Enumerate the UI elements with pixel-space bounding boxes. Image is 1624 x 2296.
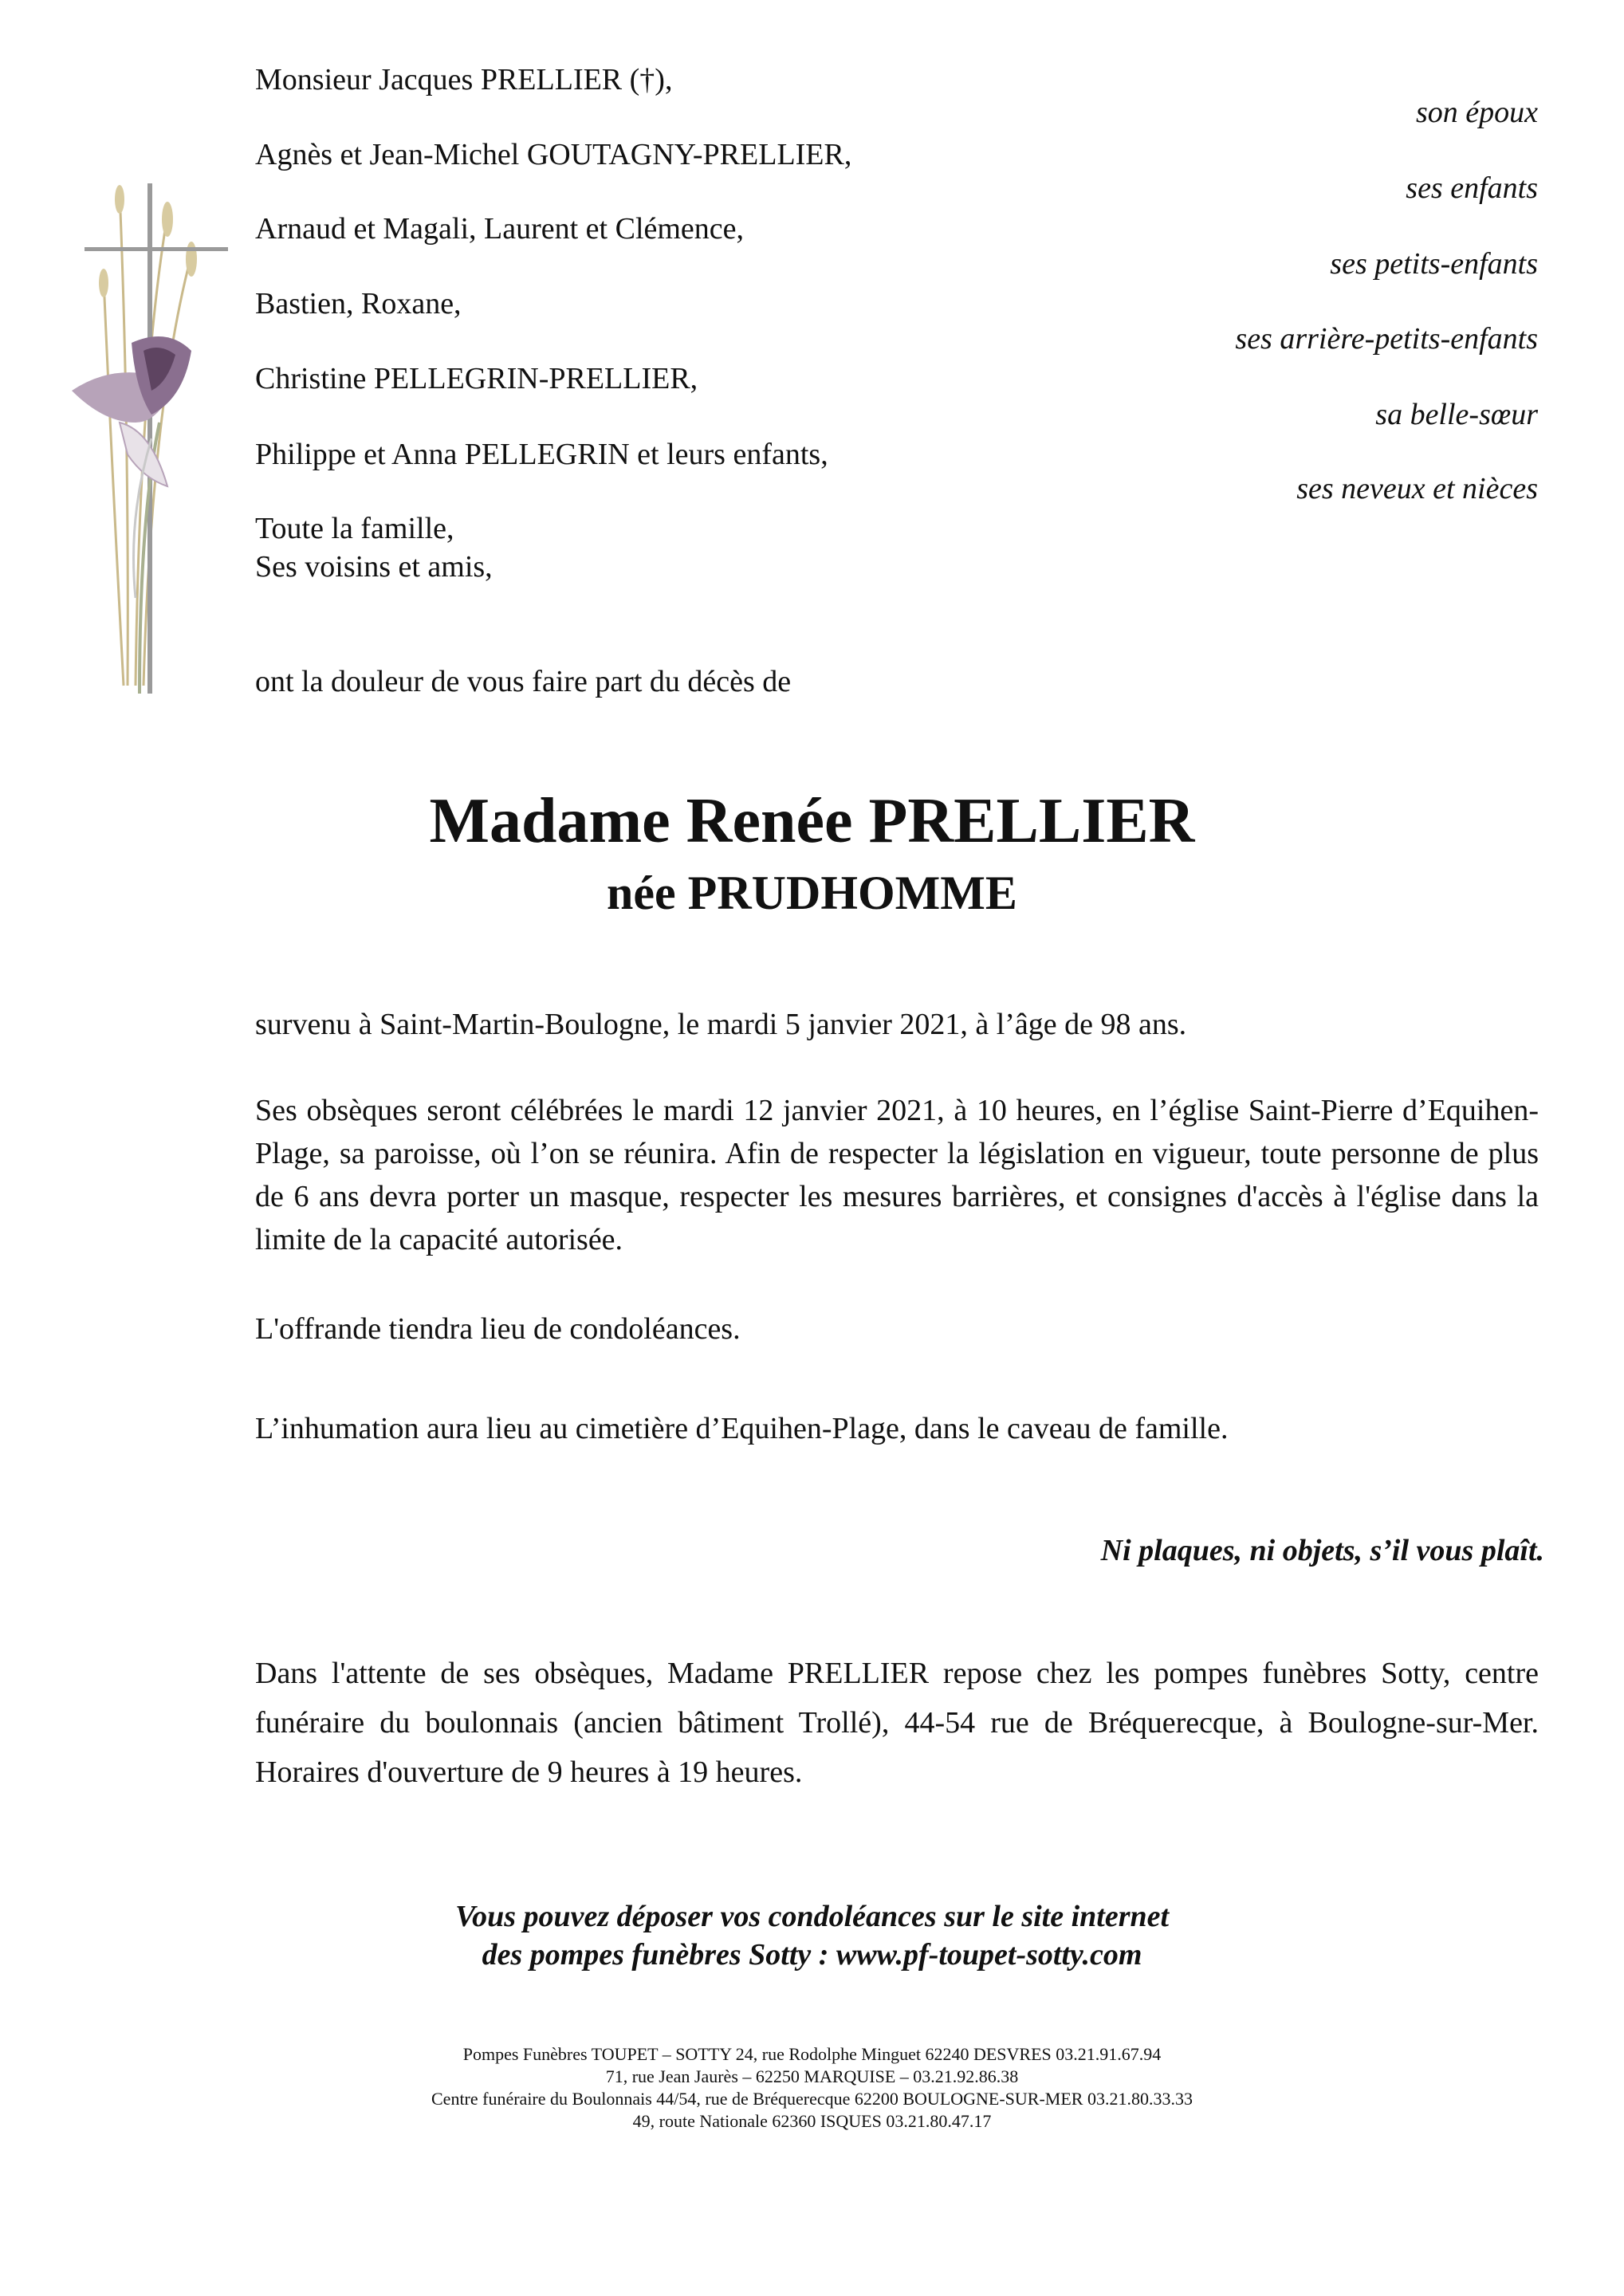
others-line-2: Ses voisins et amis, (255, 550, 493, 584)
family-name-6: Philippe et Anna PELLEGRIN et leurs enfants, (255, 438, 828, 471)
family-relation-5: sa belle-sœur (1375, 398, 1538, 431)
family-relation-6: ses neveux et nièces (1296, 472, 1538, 505)
family-name-5: Christine PELLEGRIN-PRELLIER, (255, 362, 698, 395)
lily-icon (72, 336, 191, 694)
cross-lily-decoration (56, 183, 239, 694)
family-relation-3: ses petits-enfants (1330, 247, 1538, 281)
family-name-3: Arnaud et Magali, Laurent et Clémence, (255, 212, 745, 246)
footer-line-2: 71, rue Jean Jaurès – 62250 MARQUISE – 03.21.92.86.38 (605, 2066, 1019, 2086)
offering-paragraph: L'offrande tiendra lieu de condoléances. (255, 1312, 741, 1346)
family-name-2: Agnès et Jean-Michel GOUTAGNY-PRELLIER, (255, 138, 852, 171)
condolences-line-2: des pompes funèbres Sotty : www.pf-toupet-sotty.com (482, 1938, 1142, 1972)
family-relation-4: ses arrière-petits-enfants (1235, 322, 1538, 356)
announcement: ont la douleur de vous faire part du décès de (255, 665, 792, 698)
footer-line-3: Centre funéraire du Boulonnais 44/54, rue de Bréquerecque 62200 BOULOGNE-SUR-MER 03.21.80.33.33 (431, 2089, 1193, 2109)
no-flowers-note: Ni plaques, ni objets, s’il vous plaît. (1100, 1534, 1544, 1567)
rest-paragraph: Dans l'attente de ses obsèques, Madame PRELLIER repose chez les pompes funèbres Sotty, centre funéraire du boulonnais (ancien bâtiment Trollé), 44-54 rue de Bréquerecque, à Boulogne-sur-Mer. Horaires d'ouverture de 9 heures à 19 heures. (255, 1657, 1539, 1789)
family-name-4: Bastien, Roxane, (255, 287, 462, 320)
family-relation-2: ses enfants (1406, 171, 1538, 205)
burial-paragraph: L’inhumation aura lieu au cimetière d’Equihen-Plage, dans le caveau de famille. (255, 1412, 1229, 1445)
footer-line-1: Pompes Funèbres TOUPET – SOTTY 24, rue Rodolphe Minguet 62240 DESVRES 03.21.91.67.94 (462, 2044, 1162, 2064)
footer-line-4: 49, route Nationale 62360 ISQUES 03.21.80.47.17 (632, 2111, 992, 2131)
deceased-name: Madame Renée PRELLIER (429, 786, 1195, 856)
family-relation-1: son époux (1415, 96, 1538, 129)
others-line-1: Toute la famille, (255, 512, 454, 545)
deceased-birth-name: née PRUDHOMME (607, 867, 1017, 919)
family-name-1: Monsieur Jacques PRELLIER (†), (255, 63, 673, 96)
funeral-paragraph: Ses obsèques seront célébrées le mardi 12 janvier 2021, à 10 heures, en l’église Saint-Pierre d’Equihen-Plage, sa paroisse, où l’on se réunira. Afin de respecter la législation en vigueur, toute personne de plus de 6 ans devra porter un masque, respecter les mesures barrières, et consignes d'accès à l'église dans la limite de la capacité autorisée. (255, 1094, 1539, 1256)
condolences-line-1: Vous pouvez déposer vos condoléances sur le site internet (454, 1900, 1170, 1933)
death-paragraph: survenu à Saint-Martin-Boulogne, le mardi 5 janvier 2021, à l’âge de 98 ans. (255, 1008, 1187, 1041)
